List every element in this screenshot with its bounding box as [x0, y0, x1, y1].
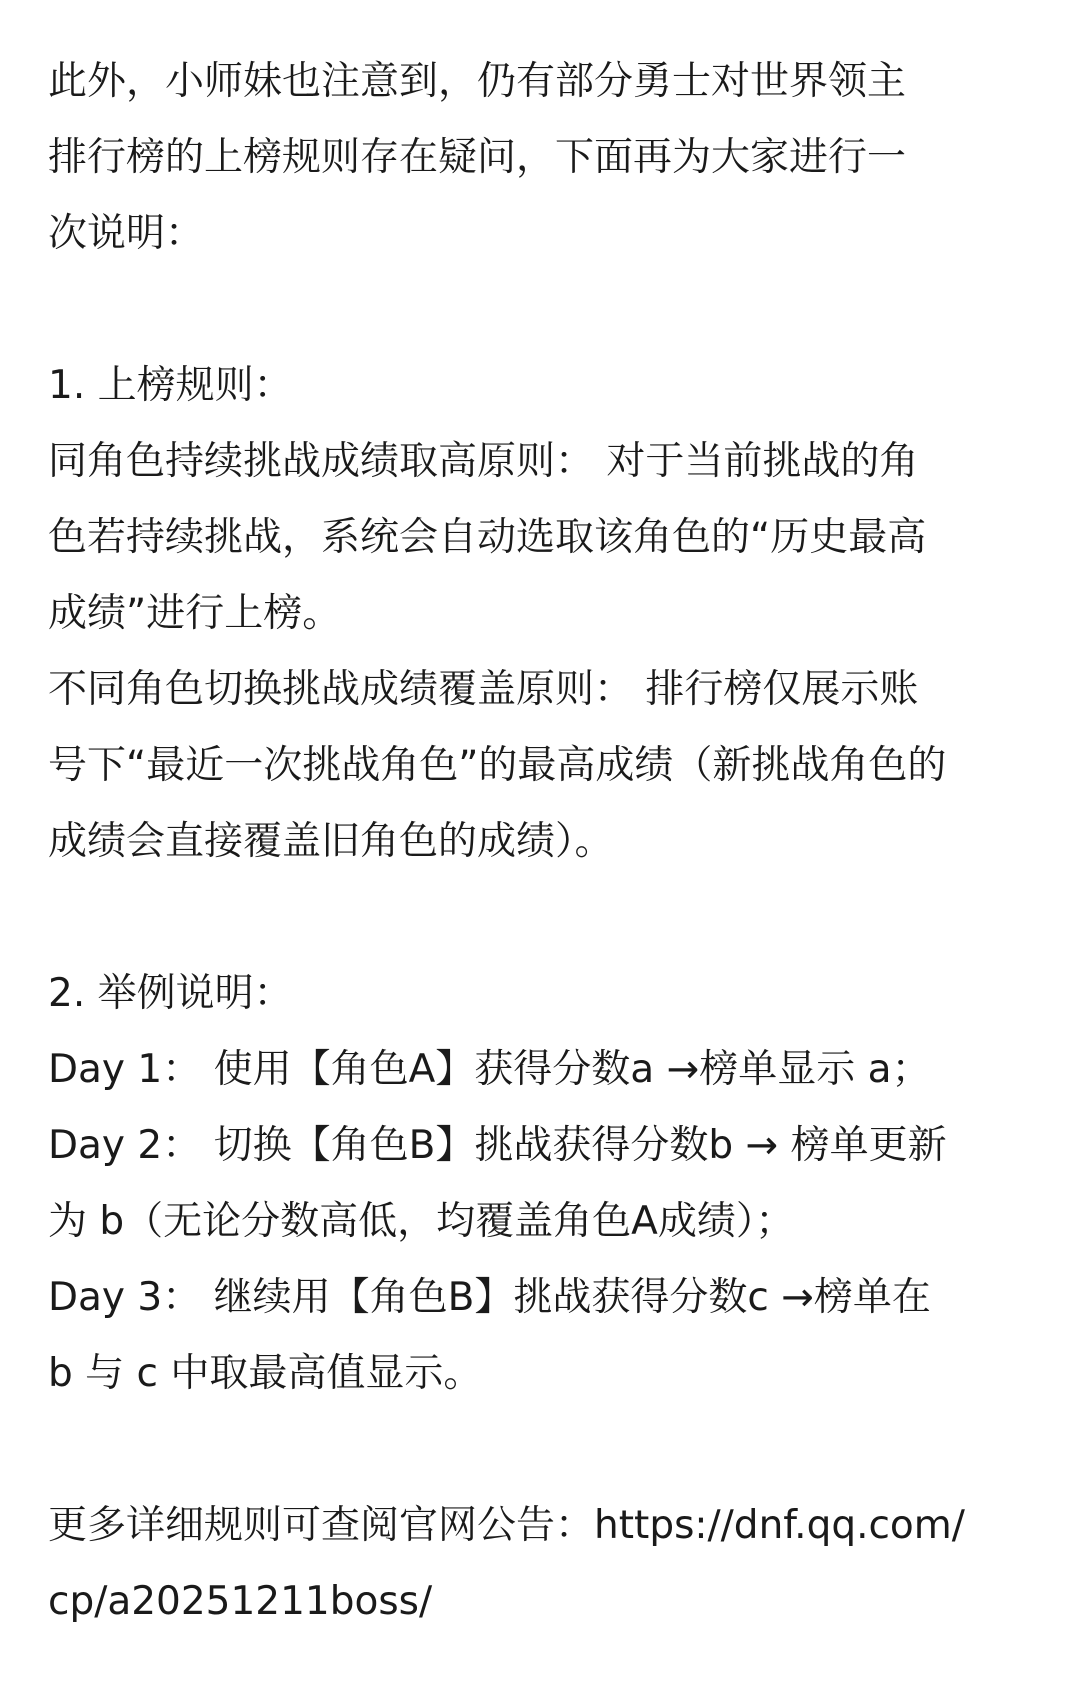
official-site-link[interactable]: https://dnf.qq.com/ [594, 1503, 965, 1548]
official-site-link-continued[interactable]: cp/a20251211boss/ [48, 1579, 433, 1624]
example-day-2-line-2: 为 b（无论分数高低，均覆盖角色A成绩）； [48, 1199, 795, 1244]
rule-2-line-2: 号下“最近一次挑战角色”的最高成绩（新挑战角色的 [48, 743, 947, 788]
rule-2-line-3: 成绩会直接覆盖旧角色的成绩）。 [48, 819, 614, 864]
example-day-1: Day 1： 使用【角色A】获得分数a →榜单显示 a； [48, 1047, 931, 1092]
footer-text: 更多详细规则可查阅官网公告： [48, 1503, 595, 1548]
footer-line-2 [48, 1564, 1048, 1640]
example-day-3-line-1: Day 3： 继续用【角色B】挑战获得分数c →榜单在 [48, 1275, 931, 1320]
rule-1-line-2: 色若持续挑战，系统会自动选取该角色的“历史最高 [48, 515, 927, 560]
paragraph-gap [48, 1412, 1048, 1488]
intro-line-3: 次说明： [48, 211, 205, 256]
rule-2-line-1: 不同角色切换挑战成绩覆盖原则： 排行榜仅展示账 [48, 667, 919, 712]
intro-line-2: 排行榜的上榜规则存在疑问，下面再为大家进行一 [48, 135, 907, 180]
example-day-2-line-1: Day 2： 切换【角色B】挑战获得分数b → 榜单更新 [48, 1123, 947, 1168]
intro-line-1: 此外，小师妹也注意到，仍有部分勇士对世界领主 [48, 59, 907, 104]
paragraph-gap [48, 272, 1048, 348]
section-1-heading: 1. 上榜规则： [48, 363, 293, 408]
example-day-3-line-2: b 与 c 中取最高值显示。 [48, 1351, 483, 1396]
rule-1-line-1: 同角色持续挑战成绩取高原则： 对于当前挑战的角 [48, 439, 919, 484]
paragraph-gap [48, 880, 1048, 956]
section-2-heading: 2. 举例说明： [48, 971, 293, 1016]
footer-line-1 [48, 1488, 1048, 1564]
announcement-document [48, 44, 1048, 1640]
rule-1-line-3: 成绩”进行上榜。 [48, 591, 342, 636]
